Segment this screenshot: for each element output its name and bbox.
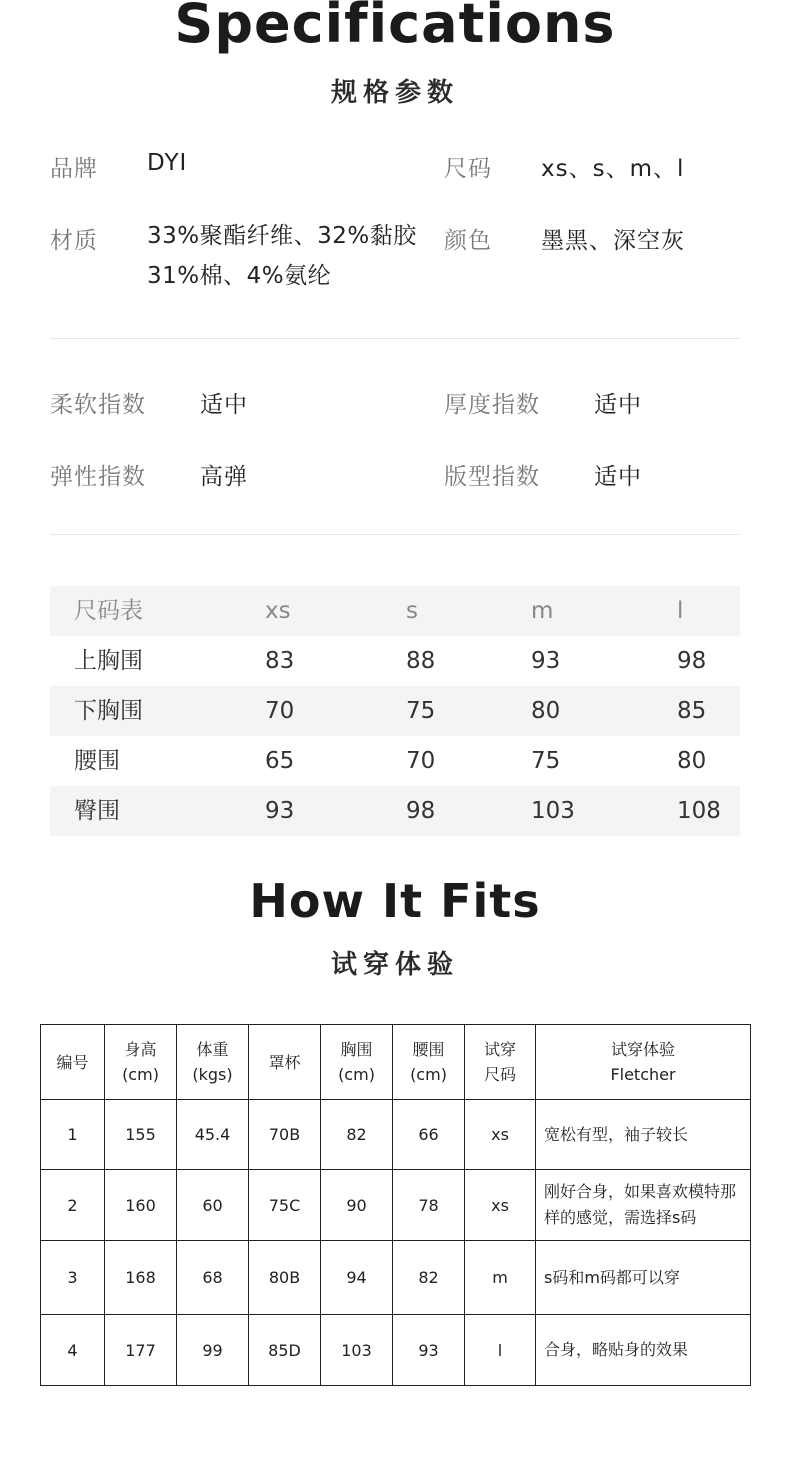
fit-header-text: 罩杯 (268, 1052, 301, 1072)
size-chart-cell: 臀围 (74, 798, 120, 824)
size-chart-row (50, 686, 740, 736)
fit-cell-waist: 78 (393, 1170, 465, 1241)
fit-cell-id: 3 (41, 1241, 105, 1315)
fit-header-text: 身高 (124, 1040, 157, 1059)
fit-header-text: 试穿体验 (610, 1040, 675, 1059)
fit-header-text: 体重 (196, 1040, 229, 1059)
size-chart-cell: 98 (406, 798, 436, 824)
softness-value: 适中 (200, 392, 248, 418)
fit-cell-weight: 99 (177, 1315, 249, 1386)
fit-header-text: 试穿 (483, 1040, 516, 1059)
fit-header-unit: (cm) (338, 1065, 375, 1084)
fit-table-row (41, 1241, 751, 1315)
fit-cell-weight: 45.4 (177, 1100, 249, 1170)
fit-cell-bust: 94 (321, 1241, 393, 1315)
fit-header-model-name: Fletcher (610, 1065, 676, 1084)
fit-table-header-cell (321, 1025, 393, 1100)
size-chart-row (50, 636, 740, 686)
size-chart-row (50, 736, 740, 786)
size-chart-cell: 103 (531, 798, 575, 824)
size-chart-header (50, 586, 740, 636)
fit-cell-waist: 66 (393, 1100, 465, 1170)
fit-table-header (41, 1025, 751, 1100)
fit-header-unit: (kgs) (192, 1065, 233, 1084)
how-it-fits-subtitle: 试穿体验 (330, 950, 459, 980)
elasticity-label: 弹性指数 (50, 464, 146, 490)
fit-table-header-cell (393, 1025, 465, 1100)
divider (50, 534, 740, 535)
fit-cell-id: 1 (41, 1100, 105, 1170)
fit-cell-experience: 刚好合身，如果喜欢模特那样的感觉，需选择s码 (536, 1170, 751, 1241)
fit-cell-height: 160 (105, 1170, 177, 1241)
fit-cell-height: 168 (105, 1241, 177, 1315)
how-it-fits-title: How It Fits (249, 874, 541, 928)
size-chart-cell: 上胸围 (74, 648, 143, 674)
size-chart-cell: 98 (677, 648, 707, 674)
fit-cell-bust: 103 (321, 1315, 393, 1386)
thickness-value: 适中 (594, 392, 642, 418)
size-chart-header-cell: m (531, 598, 554, 624)
fit-cell-cup: 85D (249, 1315, 321, 1386)
size-chart-cell: 93 (531, 648, 561, 674)
fit-cell-weight: 60 (177, 1170, 249, 1241)
fit-cell-bust: 82 (321, 1100, 393, 1170)
size-chart-cell: 88 (406, 648, 436, 674)
fit-table-header-cell (536, 1025, 751, 1100)
material-value-line2: 31%棉、4%氨纶 (147, 263, 332, 289)
fit-cell-height: 155 (105, 1100, 177, 1170)
specifications-subtitle: 规格参数 (330, 78, 459, 108)
divider (50, 338, 740, 339)
fit-cell-height: 177 (105, 1315, 177, 1386)
size-chart-cell: 腰围 (74, 748, 120, 774)
fit-label: 版型指数 (444, 464, 540, 490)
size-chart-cell: 80 (531, 698, 561, 724)
fit-table-header-cell (177, 1025, 249, 1100)
fit-header-text: 胸围 (340, 1040, 373, 1059)
size-chart-cell: 下胸围 (74, 698, 143, 724)
size-chart-row (50, 786, 740, 836)
size-chart-header-cell: s (406, 598, 418, 624)
brand-value: DYI (147, 150, 188, 176)
fit-table-row (41, 1170, 751, 1241)
material-label: 材质 (50, 228, 98, 254)
fit-table-header-cell (249, 1025, 321, 1100)
size-chart (50, 586, 740, 836)
size-chart-cell: 75 (531, 748, 561, 774)
size-chart-cell: 75 (406, 698, 436, 724)
fit-cell-id: 4 (41, 1315, 105, 1386)
size-value: xs、s、m、l (541, 156, 685, 182)
brand-label: 品牌 (50, 156, 98, 182)
material-value-line1: 33%聚酯纤维、32%黏胶 (147, 223, 417, 249)
fit-cell-cup: 70B (249, 1100, 321, 1170)
thickness-label: 厚度指数 (444, 392, 540, 418)
fit-cell-experience: s码和m码都可以穿 (536, 1241, 751, 1315)
fit-cell-size: m (465, 1241, 536, 1315)
fit-cell-cup: 80B (249, 1241, 321, 1315)
size-chart-header-cell: l (677, 598, 684, 624)
color-label: 颜色 (444, 228, 492, 254)
size-chart-cell: 65 (265, 748, 295, 774)
size-chart-cell: 85 (677, 698, 707, 724)
fit-header-unit: (cm) (122, 1065, 159, 1084)
fit-cell-experience: 合身，略贴身的效果 (536, 1315, 751, 1386)
fit-header-unit: (cm) (410, 1065, 447, 1084)
fit-table-header-cell (465, 1025, 536, 1100)
fit-cell-experience: 宽松有型，袖子较长 (536, 1100, 751, 1170)
fit-value: 适中 (594, 464, 642, 490)
fit-cell-size: xs (465, 1170, 536, 1241)
fit-table-row (41, 1315, 751, 1386)
fit-table-header-cell (105, 1025, 177, 1100)
fit-cell-id: 2 (41, 1170, 105, 1241)
size-chart-cell: 70 (265, 698, 295, 724)
color-value: 墨黑、深空灰 (541, 228, 685, 254)
fit-cell-cup: 75C (249, 1170, 321, 1241)
size-chart-cell: 70 (406, 748, 436, 774)
fit-header-text: 腰围 (412, 1040, 445, 1059)
fit-cell-waist: 93 (393, 1315, 465, 1386)
size-chart-header-cell: 尺码表 (74, 598, 143, 624)
softness-label: 柔软指数 (50, 392, 146, 418)
specifications-title: Specifications (174, 0, 616, 55)
fit-cell-weight: 68 (177, 1241, 249, 1315)
fit-cell-size: l (465, 1315, 536, 1386)
size-chart-cell: 108 (677, 798, 721, 824)
fit-table-row (41, 1100, 751, 1170)
size-chart-cell: 80 (677, 748, 707, 774)
size-chart-header-cell: xs (265, 598, 291, 624)
fit-cell-waist: 82 (393, 1241, 465, 1315)
fit-cell-size: xs (465, 1100, 536, 1170)
elasticity-value: 高弹 (200, 464, 248, 490)
fit-header-text: 编号 (56, 1052, 89, 1072)
fit-header-text: 尺码 (483, 1065, 516, 1084)
size-label: 尺码 (444, 156, 492, 182)
fit-table (40, 1024, 751, 1386)
fit-table-header-cell (41, 1025, 105, 1100)
size-chart-cell: 93 (265, 798, 295, 824)
size-chart-cell: 83 (265, 648, 295, 674)
fit-cell-bust: 90 (321, 1170, 393, 1241)
